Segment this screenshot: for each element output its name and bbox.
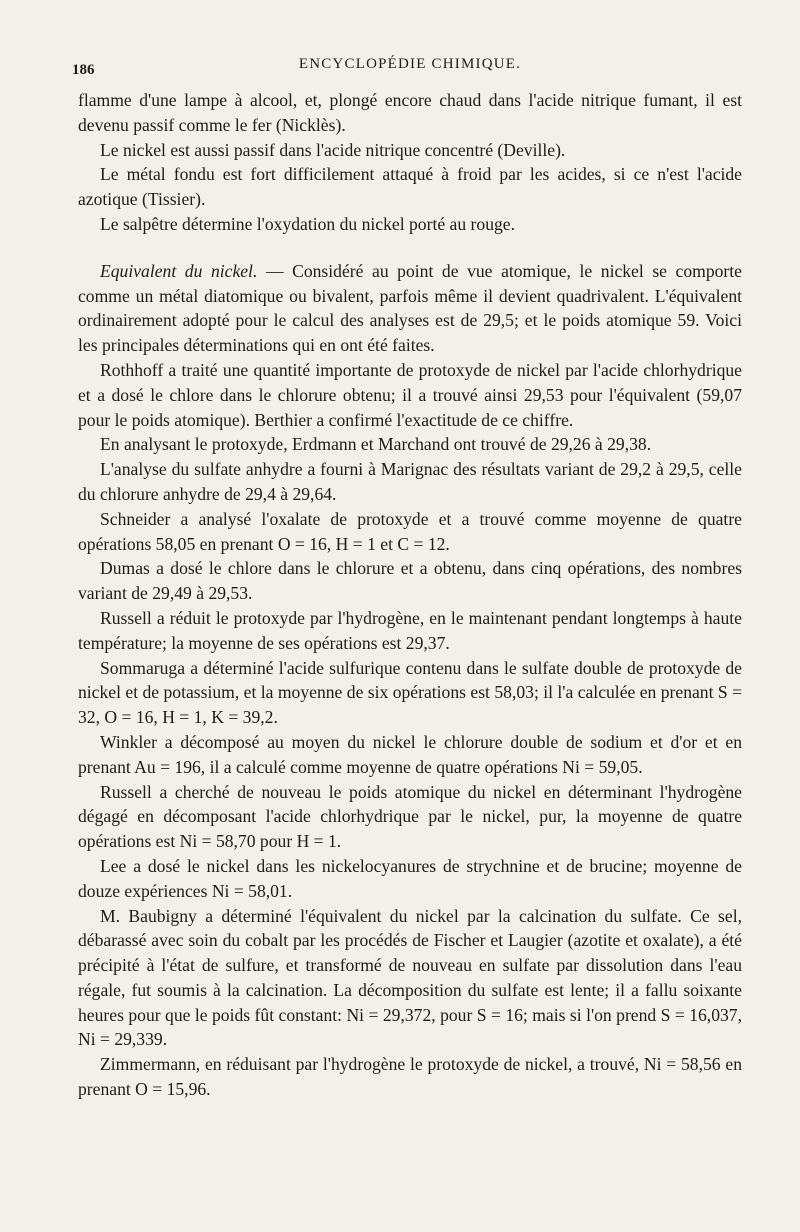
paragraph: Dumas a dosé le chlore dans le chlorure et a obtenu, dans cinq opérations, des nombres variant de 29,49 à 29,53.: [78, 558, 742, 604]
running-title: ENCYCLOPÉDIE CHIMIQUE.: [298, 56, 522, 72]
paragraph: Russell a cherché de nouveau le poids atomique du nickel en déterminant l'hydrogène dégagé en décomposant l'acide chlorhydrique par le nickel, pur, la moyenne de quatre opérations est Ni = 58,70 pour H = 1.: [78, 781, 742, 852]
paragraph: M. Baubigny a déterminé l'équivalent du nickel par la calcination du sulfate. Ce sel, débarassé avec soin du cobalt par les procédés de Fischer et Laugier (azotite et oxalate), a été précipité à l'état de sulfure, et transformé de nouveau en sulfate par dissolution dans l'eau régale, fut soumis à la calcination. La décomposition du sulfate est lente; il a fallu soixante heures pour que le poids fût constant: Ni = 29,372, pour S = 16; mais si l'on prend S = 16,037, Ni = 29,339.: [78, 905, 742, 1050]
section-paragraph: [78, 259, 742, 358]
paragraph: Winkler a décomposé au moyen du nickel le chlorure double de sodium et d'or et en prenant Au = 196, il a calculé comme moyenne de quatre opérations Ni = 59,05.: [78, 731, 742, 777]
paragraph: En analysant le protoxyde, Erdmann et Marchand ont trouvé de 29,26 à 29,38.: [100, 434, 652, 455]
paragraph: Le salpêtre détermine l'oxydation du nickel porté au rouge.: [100, 213, 516, 234]
paragraph: Lee a dosé le nickel dans les nickelocyanures de strychnine et de brucine; moyenne de douze expériences Ni = 58,01.: [78, 855, 742, 901]
paragraph: flamme d'une lampe à alcool, et, plongé encore chaud dans l'acide nitrique fumant, il est devenu passif comme le fer (Nicklès).: [78, 90, 742, 135]
paragraph: Le métal fondu est fort difficilement attaqué à froid par les acides, si ce n'est l'acide azotique (Tissier).: [78, 164, 742, 210]
paragraph: Le nickel est aussi passif dans l'acide nitrique concentré (Deville).: [100, 139, 566, 160]
paragraph: Zimmermann, en réduisant par l'hydrogène le protoxyde de nickel, a trouvé, Ni = 58,56 en prenant O = 15,96.: [78, 1054, 742, 1100]
paragraph: Russell a réduit le protoxyde par l'hydrogène, en le maintenant pendant longtemps à haute température; la moyenne de ses opérations est 29,37.: [78, 607, 742, 653]
paragraph: Rothhoff a traité une quantité importante de protoxyde de nickel par l'acide chlorhydrique et a dosé le chlore dans le chlorure obtenu; il a trouvé ainsi 29,53 pour l'équivalent (59,07 pour le poids atomique). Berthier a confirmé l'exactitude de ce chiffre.: [78, 359, 742, 430]
paragraph: L'analyse du sulfate anhydre a fourni à Marignac des résultats variant de 29,2 à 29,5, celle du chlorure anhydre de 29,4 à 29,64.: [78, 459, 742, 504]
paragraph: Sommaruga a déterminé l'acide sulfurique contenu dans le sulfate double de protoxyde de nickel et de potassium, et la moyenne de six opérations est 58,03; il l'a calculée en prenant S = 32, O = 16, H = 1, K = 39,2.: [78, 657, 742, 728]
page-header: [72, 54, 742, 84]
section-title: Equivalent du nickel.: [100, 260, 258, 281]
paragraph: Schneider a analysé l'oxalate de protoxyde et a trouvé comme moyenne de quatre opérations 58,05 en prenant O = 16, H = 1 et C = 12.: [78, 508, 742, 554]
paragraph-text: — Considéré au point de vue atomique, le nickel se comporte comme un métal diatomique ou bivalent, parfois même il devient quadrivalent. L'équivalent ordinairement adopté pour le calcul des analyses est de 29,5; et le poids atomique 59. Voici les principales déterminations qui en ont été faites.: [78, 260, 742, 356]
body-text: [78, 88, 742, 1102]
page-number: 186: [72, 62, 95, 78]
